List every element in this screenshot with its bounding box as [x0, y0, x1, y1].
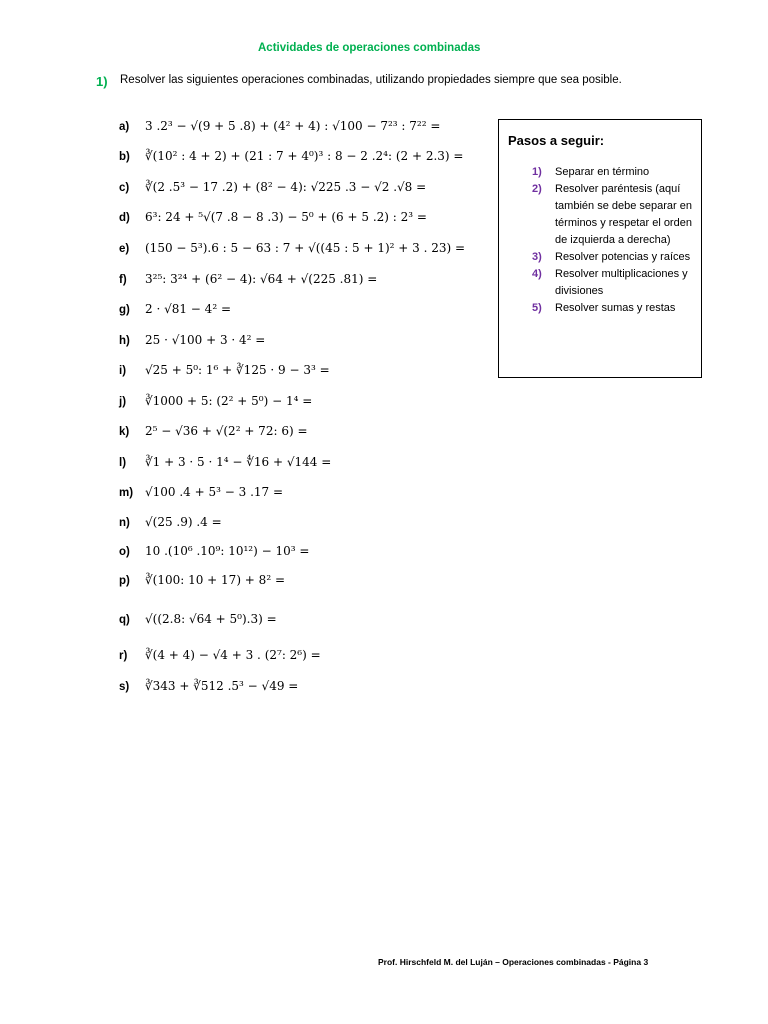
exercise-item — [119, 146, 463, 166]
exercise-label: h) — [119, 335, 130, 347]
step-number: 4) — [532, 268, 542, 280]
exercise-label: f) — [119, 274, 127, 286]
exercise-expression: ∛1 + 3 · 5 · 1⁴ − ∜16 + √144 = — [145, 455, 332, 469]
page-title: Actividades de operaciones combinadas — [258, 42, 481, 54]
exercise-item — [119, 299, 231, 319]
exercise-expression: (150 − 5³).6 : 5 − 63 : 7 + √((45 : 5 + 1)² + 3 . 23) = — [145, 241, 466, 255]
exercise-expression: ∛(100: 10 + 17) + 8² = — [145, 573, 285, 587]
exercise-item — [119, 269, 377, 289]
step-number: 5) — [532, 302, 542, 314]
exercise-expression: 3 .2³ − √(9 + 5 .8) + (4² + 4) : √100 − 7²³ : 7²² = — [145, 119, 441, 133]
steps-list — [499, 164, 703, 317]
exercise-expression: √(25 .9) .4 = — [145, 515, 222, 529]
exercise-expression: 10 .(10⁶ .10⁹: 10¹²) − 10³ = — [145, 544, 310, 558]
exercise-item — [119, 207, 427, 227]
exercise-expression: 2⁵ − √36 + √(2² + 72: 6) = — [145, 424, 308, 438]
exercise-label: a) — [119, 121, 130, 133]
exercise-expression: ∛(10² : 4 + 2) + (21 : 7 + 4⁰)³ : 8 − 2 .2⁴: (2 + 2.3) = — [145, 149, 464, 163]
exercise-expression: 3²⁵: 3²⁴ + (6² − 4): √64 + √(225 .81) = — [145, 272, 378, 286]
exercise-item — [119, 238, 465, 258]
exercise-label: c) — [119, 182, 130, 194]
exercise-item — [119, 512, 222, 532]
exercise-label: g) — [119, 304, 130, 316]
exercise-item — [119, 360, 330, 380]
exercise-item — [119, 645, 321, 665]
steps-box — [498, 119, 702, 378]
exercise-label: i) — [119, 365, 127, 377]
exercise-label: q) — [119, 614, 130, 626]
page-footer: Prof. Hirschfeld M. del Luján – Operaciones combinadas - Página 3 — [378, 957, 649, 967]
exercise-label: d) — [119, 212, 130, 224]
exercise-item — [119, 570, 285, 590]
exercise-expression: 2 · √81 − 4² = — [145, 302, 231, 316]
exercise-item — [119, 421, 308, 441]
exercise-expression: ∛(4 + 4) − √4 + 3 . (2⁷: 2⁶) = — [145, 648, 321, 662]
exercise-expression: √((2.8: √64 + 5⁰).3) = — [145, 612, 277, 626]
step-item — [499, 266, 703, 300]
exercise-item — [119, 330, 265, 350]
exercise-expression: ∛1000 + 5: (2² + 5⁰) − 1⁴ = — [145, 394, 313, 408]
step-text: Resolver multiplicaciones y divisiones — [555, 268, 688, 297]
exercise-label: k) — [119, 426, 130, 438]
exercise-expression: √100 .4 + 5³ − 3 .17 = — [145, 485, 284, 499]
step-number: 2) — [532, 183, 542, 195]
exercise-item — [119, 541, 309, 561]
exercise-expression: ∛343 + ∛512 .5³ − √49 = — [145, 679, 299, 693]
step-number: 1) — [532, 166, 542, 178]
exercise-item — [119, 482, 283, 502]
step-text: Resolver paréntesis (aquí también se debe separar en términos y respetar el orden de izquierda a derecha) — [555, 183, 692, 246]
question-number: 1) — [96, 74, 108, 89]
exercise-item — [119, 391, 312, 411]
exercise-expression: 6³: 24 + ⁵√(7 .8 − 8 .3) − 5⁰ + (6 + 5 .2) : 2³ = — [145, 210, 427, 224]
step-text: Resolver potencias y raíces — [555, 251, 691, 263]
exercise-expression: 25 · √100 + 3 · 4² = — [145, 333, 266, 347]
steps-title: Pasos a seguir: — [508, 133, 605, 148]
exercise-item — [119, 609, 277, 629]
exercise-label: o) — [119, 546, 130, 558]
step-item — [499, 300, 703, 317]
exercise-label: e) — [119, 243, 130, 255]
question-text: Resolver las siguientes operaciones combinadas, utilizando propiedades siempre que sea posible. — [120, 74, 622, 86]
exercise-expression: √25 + 5⁰: 1⁶ + ∛125 · 9 − 3³ = — [145, 363, 330, 377]
exercise-label: m) — [119, 487, 134, 499]
exercise-expression: ∛(2 .5³ − 17 .2) + (8² − 4): √225 .3 − √2 .√8 = — [145, 180, 427, 194]
step-item — [499, 181, 703, 249]
exercise-label: b) — [119, 151, 130, 163]
step-text: Separar en término — [555, 166, 650, 178]
exercise-item — [119, 676, 298, 696]
exercise-label: r) — [119, 650, 128, 662]
exercise-item — [119, 116, 440, 136]
step-text: Resolver sumas y restas — [555, 302, 676, 314]
exercise-label: l) — [119, 457, 127, 469]
step-number: 3) — [532, 251, 542, 263]
exercise-item — [119, 177, 426, 197]
step-item — [499, 249, 703, 266]
exercise-item — [119, 452, 331, 472]
exercise-label: j) — [119, 396, 127, 408]
exercise-label: s) — [119, 681, 130, 693]
step-item — [499, 164, 703, 181]
exercise-label: n) — [119, 517, 130, 529]
exercise-label: p) — [119, 575, 130, 587]
